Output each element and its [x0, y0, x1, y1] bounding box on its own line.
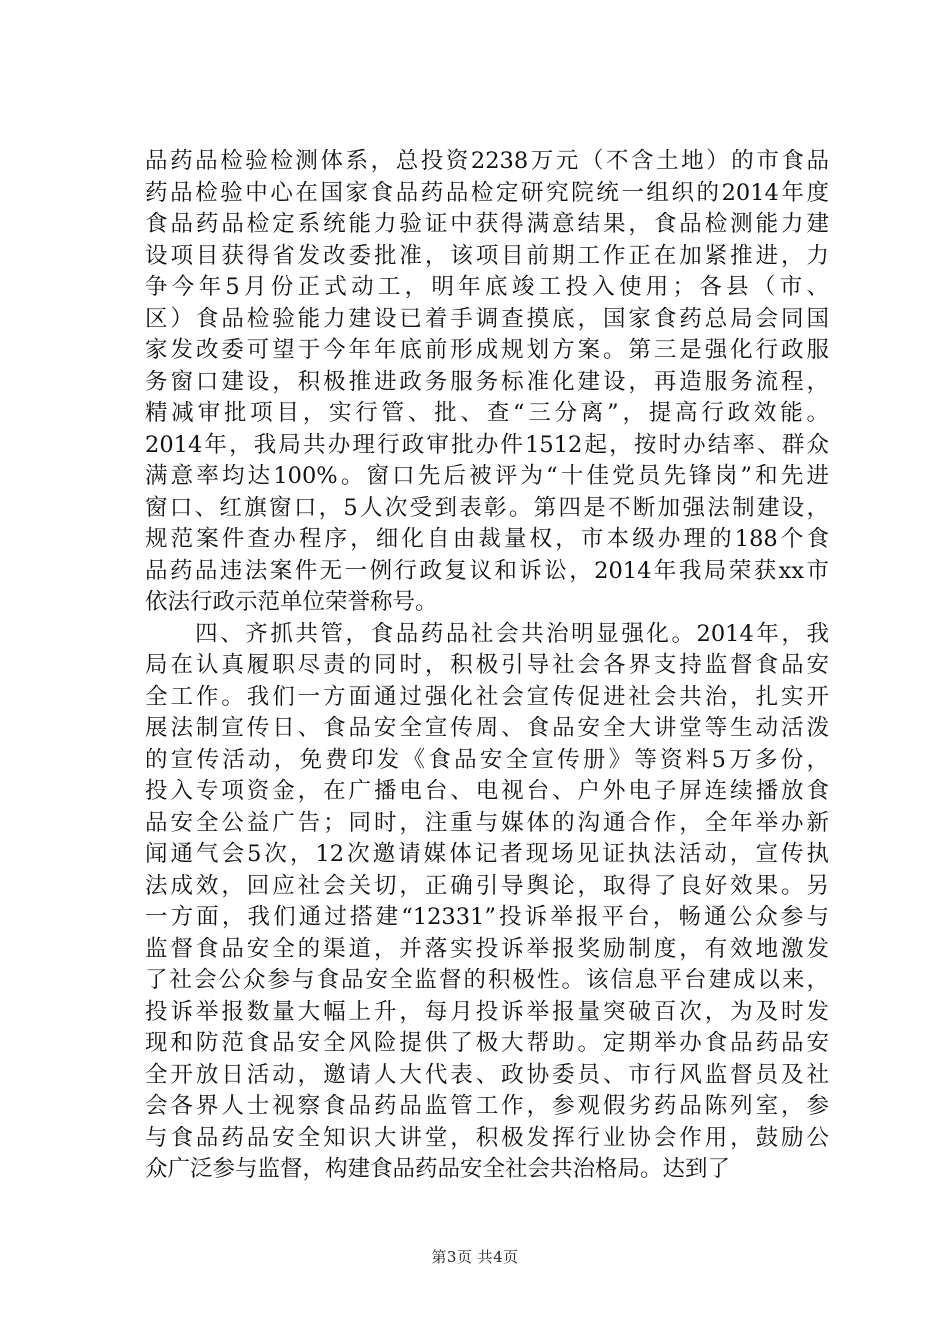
text-line: 全工作。我们一方面通过强化社会宣传促进社会共治，扎实开 — [145, 683, 829, 710]
text-line: 四、齐抓共管，食品药品社会共治明显强化。2014年，我 — [145, 620, 829, 647]
text-line: 务窗口建设，积极推进政务服务标准化建设，再造服务流程， — [145, 368, 829, 395]
text-line: 会各界人士视察食品药品监管工作，参观假劣药品陈列室，参 — [145, 1093, 829, 1119]
text-line: 规范案件查办程序，细化自由裁量权，市本级办理的188个食 — [145, 526, 829, 552]
text-line: 了社会公众参与食品安全监督的积极性。该信息平台建成以来， — [145, 967, 829, 993]
text-line: 设项目获得省发改委批准，该项目前期工作正在加紧推进，力 — [145, 242, 829, 269]
text-line: 闻通气会5次，12次邀请媒体记者现场见证执法活动，宣传执 — [145, 841, 829, 867]
text-line: 品安全公益广告；同时，注重与媒体的沟通合作，全年举办新 — [145, 809, 829, 836]
text-line: 众广泛参与监督，构建食品药品安全社会共治格局。达到了 — [145, 1156, 731, 1182]
text-line: 争今年5月份正式动工，明年底竣工投入使用；各县（市、 — [145, 274, 829, 300]
text-line: 品药品违法案件无一例行政复议和诉讼，2014年我局荣获xx市 — [145, 557, 829, 584]
text-line: 食品药品检定系统能力验证中获得满意结果，食品检测能力建 — [145, 211, 829, 237]
text-line: 全开放日活动，邀请人大代表、政协委员、市行风监督员及社 — [145, 1061, 829, 1088]
text-line: 满意率均达100%。窗口先后被评为“十佳党员先锋岗”和先进 — [145, 463, 829, 489]
text-line: 依法行政示范单位荣誉称号。 — [145, 589, 438, 615]
text-line: 药品检验中心在国家食品药品检定研究院统一组织的2014年度 — [145, 179, 829, 206]
text-line: 与食品药品安全知识大讲堂，积极发挥行业协会作用，鼓励公 — [145, 1124, 829, 1151]
text-line: 一方面，我们通过搭建“12331”投诉举报平台，畅通公众参与 — [145, 904, 829, 930]
text-line: 家发改委可望于今年年底前形成规划方案。第三是强化行政服 — [145, 337, 829, 363]
text-line: 区）食品检验能力建设已着手调查摸底，国家食药总局会同国 — [145, 305, 829, 332]
page-footer: 第3页 共4页 — [431, 1248, 519, 1266]
text-line: 的宣传活动，免费印发《食品安全宣传册》等资料5万多份， — [145, 746, 829, 773]
text-line: 2014年，我局共办理行政审批办件1512起，按时办结率、群众 — [145, 431, 829, 458]
text-line: 展法制宣传日、食品安全宣传周、食品安全大讲堂等生动活泼 — [145, 715, 829, 741]
text-line: 监督食品安全的渠道，并落实投诉举报奖励制度，有效地激发 — [145, 935, 829, 962]
text-line: 窗口、红旗窗口，5人次受到表彰。第四是不断加强法制建设， — [145, 494, 829, 521]
text-line: 现和防范食品安全风险提供了极大帮助。定期举办食品药品安 — [145, 1030, 829, 1056]
text-line: 品药品检验检测体系，总投资2238万元（不含土地）的市食品 — [145, 148, 829, 174]
text-line: 局在认真履职尽责的同时，积极引导社会各界支持监督食品安 — [145, 652, 829, 678]
text-line: 投诉举报数量大幅上升，每月投诉举报量突破百次，为及时发 — [145, 998, 829, 1025]
text-line: 投入专项资金，在广播电台、电视台、户外电子屏连续播放食 — [145, 778, 829, 804]
text-line: 精减审批项目，实行管、批、查“三分离”，提高行政效能。 — [145, 400, 829, 426]
text-line: 法成效，回应社会关切，正确引导舆论，取得了良好效果。另 — [145, 872, 829, 899]
document-body — [145, 146, 829, 1186]
